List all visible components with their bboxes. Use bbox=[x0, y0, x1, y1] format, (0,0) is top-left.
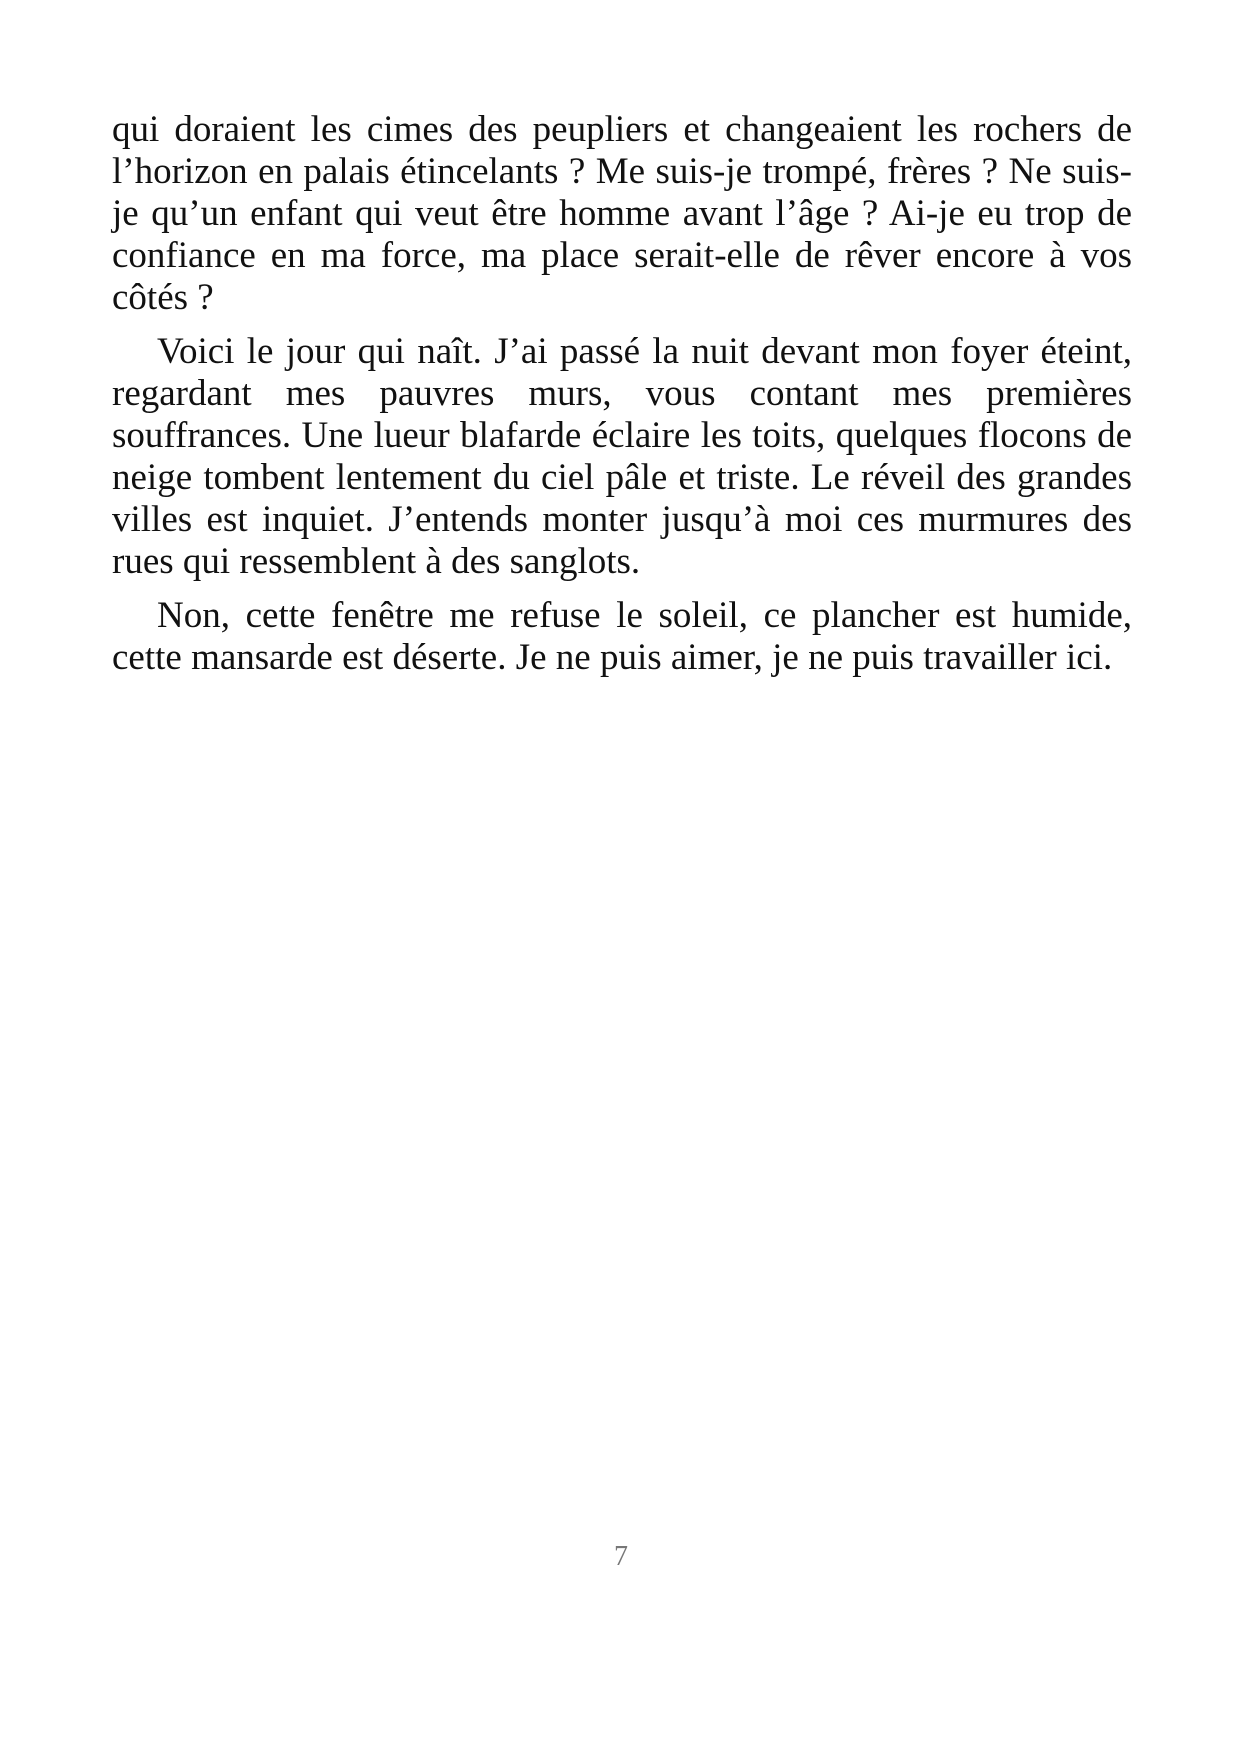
paragraph-window: Non, cette fenêtre me refuse le soleil, ce plancher est humide, cette mansarde est déserte. Je ne puis aimer, je ne puis travailler ici. bbox=[112, 595, 1132, 678]
body-text bbox=[112, 109, 1132, 691]
paragraph-continuation: qui doraient les cimes des peupliers et changeaient les rochers de l’horizon en palais étincelants ? Me suis-je trompé, frères ? Ne suis-je qu’un enfant qui veut être homme avant l’âge ? Ai-je eu trop de confiance en ma force, ma place serait-elle de rêver encore à vos côtés ? bbox=[112, 109, 1132, 318]
paragraph-dawn: Voici le jour qui naît. J’ai passé la nuit devant mon foyer éteint, regardant mes pauvres murs, vous contant mes premières souffrances. Une lueur blafarde éclaire les toits, quelques flocons de neige tombent lentement du ciel pâle et triste. Le réveil des grandes villes est inquiet. J’entends monter jusqu’à moi ces murmures des rues qui ressemblent à des sanglots. bbox=[112, 331, 1132, 582]
page-number: 7 bbox=[614, 1541, 628, 1572]
